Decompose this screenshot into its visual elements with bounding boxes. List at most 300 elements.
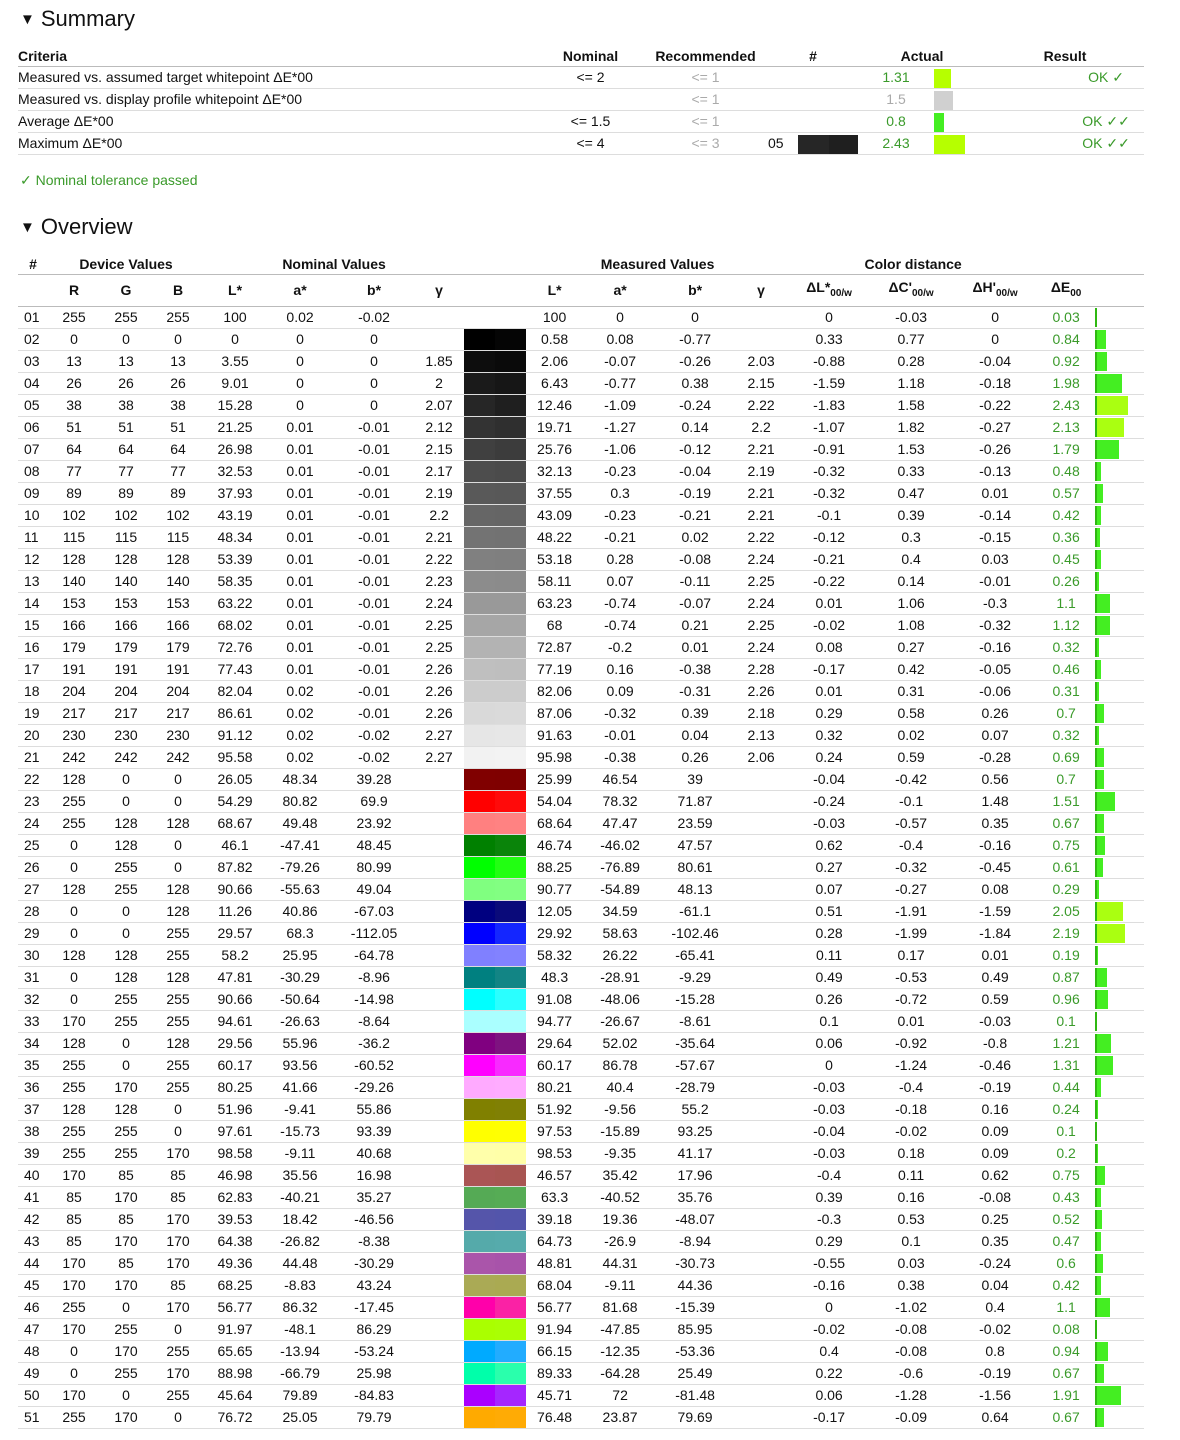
num-cell: 51 <box>18 1406 48 1428</box>
delta-e-bar <box>1095 484 1103 503</box>
nominal-b-cell: -36.2 <box>334 1032 414 1054</box>
measured-b-cell: 39 <box>657 768 733 790</box>
nominal-a-cell: 48.34 <box>266 768 334 790</box>
delta-l-cell: -0.03 <box>789 1076 869 1098</box>
delta-e-bar-cell <box>1095 372 1144 394</box>
nominal-gamma-cell: 2.15 <box>414 438 464 460</box>
measured-b-cell: -9.29 <box>657 966 733 988</box>
nominal-l-cell: 45.64 <box>204 1384 266 1406</box>
measured-l-cell: 91.08 <box>526 988 583 1010</box>
nominal-b-cell: 35.27 <box>334 1186 414 1208</box>
measured-swatch <box>495 1231 526 1252</box>
num-cell: 35 <box>18 1054 48 1076</box>
color-swatch <box>464 460 526 482</box>
num-cell: 16 <box>18 636 48 658</box>
r-cell: 170 <box>48 1252 100 1274</box>
nominal-swatch <box>464 1363 495 1384</box>
g-header: G <box>100 275 152 307</box>
measured-gamma-cell: 2.25 <box>733 614 789 636</box>
measured-a-cell: 35.42 <box>583 1164 657 1186</box>
num-cell: 05 <box>768 133 858 155</box>
g-cell: 0 <box>100 790 152 812</box>
nominal-b-cell: -8.64 <box>334 1010 414 1032</box>
r-cell: 77 <box>48 460 100 482</box>
delta-c-cell: 0.16 <box>869 1186 953 1208</box>
measured-swatch <box>495 549 526 570</box>
measured-swatch <box>495 1187 526 1208</box>
g-cell: 140 <box>100 570 152 592</box>
measured-gamma-cell: 2.25 <box>733 570 789 592</box>
measured-swatch <box>495 879 526 900</box>
delta-e-bar <box>1095 1254 1103 1273</box>
g-cell: 0 <box>100 328 152 350</box>
r-cell: 128 <box>48 1098 100 1120</box>
nominal-b-cell: -14.98 <box>334 988 414 1010</box>
delta-e-bar-cell <box>1095 592 1144 614</box>
b-cell: 140 <box>152 570 204 592</box>
delta-c-cell: 0.53 <box>869 1208 953 1230</box>
nominal-b-cell: 49.04 <box>334 878 414 900</box>
b-cell: 13 <box>152 350 204 372</box>
nominal-b-cell: -0.01 <box>334 438 414 460</box>
r-cell: 255 <box>48 1054 100 1076</box>
delta-c-cell: 0.42 <box>869 658 953 680</box>
measured-swatch <box>495 637 526 658</box>
actual-bar <box>934 91 953 110</box>
num-cell: 09 <box>18 482 48 504</box>
nominal-b-cell: 86.29 <box>334 1318 414 1340</box>
delta-c-cell: 0.17 <box>869 944 953 966</box>
measured-gamma-cell <box>733 1406 789 1428</box>
nominal-b-cell: -0.01 <box>334 680 414 702</box>
delta-h-cell: -0.22 <box>953 394 1037 416</box>
overview-row <box>18 922 1144 944</box>
measured-gamma-cell: 2.03 <box>733 350 789 372</box>
num-cell: 45 <box>18 1274 48 1296</box>
r-cell: 0 <box>48 922 100 944</box>
color-swatch <box>464 1296 526 1318</box>
overview-row <box>18 1384 1144 1406</box>
nominal-swatch <box>464 1407 495 1428</box>
delta-e-cell: 0.61 <box>1037 856 1095 878</box>
summary-row <box>18 67 1144 89</box>
measured-a-cell: 52.02 <box>583 1032 657 1054</box>
overview-row <box>18 746 1144 768</box>
measured-gamma-cell <box>733 1252 789 1274</box>
b-cell: 0 <box>152 1318 204 1340</box>
nominal-l-cell: 97.61 <box>204 1120 266 1142</box>
color-swatch <box>464 790 526 812</box>
delta-e-cell: 0.42 <box>1037 1274 1095 1296</box>
num-cell: 33 <box>18 1010 48 1032</box>
color-swatch <box>464 856 526 878</box>
overview-row <box>18 834 1144 856</box>
delta-h-cell: -0.19 <box>953 1362 1037 1384</box>
measured-a-cell: 81.68 <box>583 1296 657 1318</box>
measured-a-cell: -9.56 <box>583 1098 657 1120</box>
b-cell: 0 <box>152 856 204 878</box>
nominal-swatch <box>464 1209 495 1230</box>
b-cell: 255 <box>152 922 204 944</box>
nominal-gamma-cell <box>414 328 464 350</box>
b-cell: 191 <box>152 658 204 680</box>
measured-a-cell: -0.21 <box>583 526 657 548</box>
nominal-swatch <box>464 945 495 966</box>
delta-e-bar-cell <box>1095 1274 1144 1296</box>
g-cell: 0 <box>100 922 152 944</box>
delta-c-cell: 1.18 <box>869 372 953 394</box>
overview-row <box>18 636 1144 658</box>
measured-gamma-cell <box>733 1296 789 1318</box>
delta-e-cell: 0.24 <box>1037 1098 1095 1120</box>
nominal-values-header: Nominal Values <box>204 254 464 275</box>
r-cell: 255 <box>48 1296 100 1318</box>
delta-e-cell: 0.96 <box>1037 988 1095 1010</box>
measured-gamma-cell <box>733 1362 789 1384</box>
nominal-a-cell: -79.26 <box>266 856 334 878</box>
delta-e-bar-cell <box>1095 702 1144 724</box>
delta-e-bar <box>1095 1034 1111 1053</box>
g-cell: 204 <box>100 680 152 702</box>
delta-c-cell: -0.1 <box>869 790 953 812</box>
delta-l-header: $\Delta L*_{00/w}$ <box>789 275 869 307</box>
nominal-a-cell: 0.02 <box>266 702 334 724</box>
num-cell: 47 <box>18 1318 48 1340</box>
delta-e-bar <box>1095 550 1101 569</box>
b-cell: 102 <box>152 504 204 526</box>
num-cell: 10 <box>18 504 48 526</box>
delta-e-bar <box>1095 902 1123 921</box>
measured-gamma-cell <box>733 812 789 834</box>
nominal-gamma-cell <box>414 1010 464 1032</box>
measured-l-header: L* <box>526 275 583 307</box>
overview-row <box>18 1164 1144 1186</box>
delta-e-bar-cell <box>1095 1252 1144 1274</box>
delta-l-cell: -0.16 <box>789 1274 869 1296</box>
color-swatch <box>464 416 526 438</box>
nominal-a-cell: 44.48 <box>266 1252 334 1274</box>
overview-row <box>18 856 1144 878</box>
overview-row <box>18 944 1144 966</box>
delta-e-cell: 1.51 <box>1037 790 1095 812</box>
delta-l-cell: -0.21 <box>789 548 869 570</box>
measured-b-cell: 0.01 <box>657 636 733 658</box>
measured-l-cell: 37.55 <box>526 482 583 504</box>
g-cell: 85 <box>100 1252 152 1274</box>
r-cell: 170 <box>48 1384 100 1406</box>
nominal-swatch <box>464 461 495 482</box>
measured-swatch <box>495 857 526 878</box>
actual-bar <box>934 135 965 154</box>
r-cell: 64 <box>48 438 100 460</box>
collapse-triangle-icon[interactable]: ▼ <box>20 10 35 28</box>
nominal-b-cell: -0.01 <box>334 482 414 504</box>
delta-c-cell: 1.53 <box>869 438 953 460</box>
measured-a-cell: -0.74 <box>583 614 657 636</box>
color-swatch <box>464 900 526 922</box>
nominal-l-cell: 77.43 <box>204 658 266 680</box>
nominal-b-cell: -0.02 <box>334 746 414 768</box>
measured-gamma-cell <box>733 922 789 944</box>
overview-row <box>18 1098 1144 1120</box>
r-cell: 0 <box>48 328 100 350</box>
measured-gamma-cell <box>733 1120 789 1142</box>
delta-e-bar <box>1095 1386 1121 1405</box>
nominal-b-cell: -46.56 <box>334 1208 414 1230</box>
nominal-gamma-cell: 2.22 <box>414 548 464 570</box>
measured-a-cell: -0.32 <box>583 702 657 724</box>
delta-e-bar-cell <box>1095 614 1144 636</box>
nominal-a-cell: 40.86 <box>266 900 334 922</box>
delta-e-cell: 0.75 <box>1037 1164 1095 1186</box>
measured-a-cell: 26.22 <box>583 944 657 966</box>
delta-e-bar-cell <box>1095 1406 1144 1428</box>
delta-c-cell: -1.28 <box>869 1384 953 1406</box>
tolerance-passed-message: ✓ Nominal tolerance passed <box>20 172 198 188</box>
recommended-cell: <= 1 <box>643 111 768 133</box>
measured-gamma-cell <box>733 944 789 966</box>
r-cell: 255 <box>48 790 100 812</box>
nominal-b-cell: -60.52 <box>334 1054 414 1076</box>
measured-b-cell: -15.28 <box>657 988 733 1010</box>
num-cell: 32 <box>18 988 48 1010</box>
nominal-b-cell: -8.96 <box>334 966 414 988</box>
delta-h-cell: 0.56 <box>953 768 1037 790</box>
measured-l-cell: 60.17 <box>526 1054 583 1076</box>
nominal-a-cell: 0.02 <box>266 746 334 768</box>
delta-e-cell: 1.98 <box>1037 372 1095 394</box>
g-cell: 153 <box>100 592 152 614</box>
nominal-l-cell: 26.98 <box>204 438 266 460</box>
delta-e-cell: 0.1 <box>1037 1010 1095 1032</box>
measured-l-cell: 39.18 <box>526 1208 583 1230</box>
overview-row <box>18 1274 1144 1296</box>
overview-row <box>18 900 1144 922</box>
overview-row <box>18 526 1144 548</box>
delta-c-cell: 0.27 <box>869 636 953 658</box>
nominal-b-cell: -67.03 <box>334 900 414 922</box>
delta-e-bar-cell <box>1095 1296 1144 1318</box>
delta-c-cell: 0.38 <box>869 1274 953 1296</box>
g-cell: 128 <box>100 548 152 570</box>
nominal-l-cell: 37.93 <box>204 482 266 504</box>
actual-cell: 0.8 <box>858 111 934 133</box>
nominal-l-cell: 68.02 <box>204 614 266 636</box>
delta-c-cell: 1.82 <box>869 416 953 438</box>
actual-header: Actual <box>858 46 986 67</box>
nominal-gamma-cell <box>414 834 464 856</box>
overview-row <box>18 988 1144 1010</box>
delta-h-cell: 0.4 <box>953 1296 1037 1318</box>
nominal-swatch <box>464 593 495 614</box>
delta-e-cell: 2.05 <box>1037 900 1095 922</box>
num-cell: 46 <box>18 1296 48 1318</box>
measured-gamma-cell <box>733 1230 789 1252</box>
nominal-gamma-cell: 2.07 <box>414 394 464 416</box>
measured-gamma-cell: 2.26 <box>733 680 789 702</box>
num-cell: 44 <box>18 1252 48 1274</box>
nominal-swatch <box>464 1055 495 1076</box>
delta-e-cell: 0.67 <box>1037 812 1095 834</box>
delta-h-cell: -0.8 <box>953 1032 1037 1054</box>
measured-l-cell: 46.74 <box>526 834 583 856</box>
nominal-swatch <box>464 527 495 548</box>
nominal-b-cell: 0 <box>334 372 414 394</box>
delta-e-bar <box>1095 462 1101 481</box>
color-swatch <box>464 1362 526 1384</box>
b-cell: 166 <box>152 614 204 636</box>
nominal-swatch <box>464 1121 495 1142</box>
measured-swatch <box>495 1121 526 1142</box>
measured-l-cell: 82.06 <box>526 680 583 702</box>
b-cell: 255 <box>152 1076 204 1098</box>
measured-swatch <box>495 945 526 966</box>
b-cell: 85 <box>152 1186 204 1208</box>
nominal-a-cell: -40.21 <box>266 1186 334 1208</box>
measured-l-cell: 68 <box>526 614 583 636</box>
delta-l-cell: 0 <box>789 1054 869 1076</box>
r-cell: 255 <box>48 1120 100 1142</box>
measured-b-cell: 55.2 <box>657 1098 733 1120</box>
nominal-a-cell: 0.02 <box>266 724 334 746</box>
b-cell: 0 <box>152 790 204 812</box>
nominal-gamma-cell <box>414 1406 464 1428</box>
color-swatch <box>464 878 526 900</box>
summary-heading[interactable] <box>20 6 135 32</box>
g-cell: 85 <box>100 1164 152 1186</box>
delta-e-cell: 0.08 <box>1037 1318 1095 1340</box>
measured-gamma-cell <box>733 966 789 988</box>
nominal-gamma-cell <box>414 922 464 944</box>
actual-bar-cell <box>934 67 986 89</box>
nominal-l-cell: 63.22 <box>204 592 266 614</box>
delta-h-cell: 0.64 <box>953 1406 1037 1428</box>
delta-l-cell: -0.91 <box>789 438 869 460</box>
color-swatch <box>464 1252 526 1274</box>
delta-e-cell: 0.36 <box>1037 526 1095 548</box>
g-cell: 0 <box>100 900 152 922</box>
nominal-l-cell: 58.35 <box>204 570 266 592</box>
nominal-b-cell: 43.24 <box>334 1274 414 1296</box>
nominal-b-cell: 55.86 <box>334 1098 414 1120</box>
collapse-triangle-icon[interactable]: ▼ <box>20 218 35 236</box>
delta-h-header: $\Delta H'_{00/w}$ <box>953 275 1037 307</box>
nominal-gamma-cell <box>414 966 464 988</box>
nominal-a-cell: -26.63 <box>266 1010 334 1032</box>
color-swatch <box>464 1406 526 1428</box>
result-header: Result <box>986 46 1144 67</box>
nominal-a-cell: -9.11 <box>266 1142 334 1164</box>
nominal-l-cell: 29.56 <box>204 1032 266 1054</box>
nominal-b-cell: 48.45 <box>334 834 414 856</box>
r-cell: 102 <box>48 504 100 526</box>
nominal-b-cell: -0.01 <box>334 636 414 658</box>
delta-e-bar-cell <box>1095 724 1144 746</box>
nominal-l-cell: 72.76 <box>204 636 266 658</box>
nominal-gamma-cell: 2.21 <box>414 526 464 548</box>
num-cell: 25 <box>18 834 48 856</box>
measured-gamma-cell <box>733 1340 789 1362</box>
measured-a-cell: 0.07 <box>583 570 657 592</box>
delta-l-cell: 0 <box>789 1296 869 1318</box>
g-cell: 170 <box>100 1406 152 1428</box>
g-cell: 230 <box>100 724 152 746</box>
measured-swatch <box>495 461 526 482</box>
delta-e-bar-cell <box>1095 548 1144 570</box>
color-swatch <box>464 1318 526 1340</box>
num-cell: 04 <box>18 372 48 394</box>
delta-c-cell: 0.02 <box>869 724 953 746</box>
criteria-cell: Measured vs. display profile whitepoint ΔE*00 <box>18 89 538 111</box>
delta-e-bar <box>1095 704 1104 723</box>
overview-table <box>18 254 1144 1429</box>
delta-c-cell: 0.33 <box>869 460 953 482</box>
summary-title: Summary <box>40 6 135 31</box>
g-cell: 102 <box>100 504 152 526</box>
measured-b-cell: 47.57 <box>657 834 733 856</box>
criteria-cell: Maximum ΔE*00 <box>18 133 538 155</box>
result-cell: OK ✓ <box>1068 67 1144 89</box>
measured-gamma-cell <box>733 1010 789 1032</box>
delta-c-cell: 0.14 <box>869 570 953 592</box>
overview-row <box>18 1142 1144 1164</box>
delta-l-cell: -0.32 <box>789 482 869 504</box>
delta-h-cell: 0.03 <box>953 548 1037 570</box>
delta-e-bar-cell <box>1095 680 1144 702</box>
delta-c-cell: 0.4 <box>869 548 953 570</box>
nominal-a-cell: 25.05 <box>266 1406 334 1428</box>
delta-h-cell: 0.62 <box>953 1164 1037 1186</box>
color-swatch <box>464 966 526 988</box>
delta-e-cell: 1.12 <box>1037 614 1095 636</box>
measured-l-cell: 68.64 <box>526 812 583 834</box>
num-cell: 07 <box>18 438 48 460</box>
nominal-swatch <box>464 659 495 680</box>
measured-b-cell: -0.08 <box>657 548 733 570</box>
delta-e-cell: 0.7 <box>1037 702 1095 724</box>
nominal-a-cell: -55.63 <box>266 878 334 900</box>
g-cell: 0 <box>100 1296 152 1318</box>
measured-swatch <box>495 681 526 702</box>
delta-e-bar-cell <box>1095 878 1144 900</box>
delta-c-cell: 0.11 <box>869 1164 953 1186</box>
delta-e-bar <box>1095 1166 1105 1185</box>
nominal-l-cell: 9.01 <box>204 372 266 394</box>
color-swatch <box>464 988 526 1010</box>
measured-gamma-cell: 2.21 <box>733 482 789 504</box>
measured-a-cell: -0.2 <box>583 636 657 658</box>
b-cell: 230 <box>152 724 204 746</box>
nominal-l-cell: 48.34 <box>204 526 266 548</box>
nominal-l-cell: 94.61 <box>204 1010 266 1032</box>
delta-e-bar-cell <box>1095 328 1144 350</box>
measured-swatch <box>495 1077 526 1098</box>
measured-a-cell: 0.28 <box>583 548 657 570</box>
num-cell: 31 <box>18 966 48 988</box>
delta-h-cell: -0.03 <box>953 1010 1037 1032</box>
delta-h-cell: -0.19 <box>953 1076 1037 1098</box>
r-cell: 170 <box>48 1318 100 1340</box>
delta-e-bar-cell <box>1095 438 1144 460</box>
num-cell: 26 <box>18 856 48 878</box>
overview-row <box>18 570 1144 592</box>
nominal-a-cell: 0.01 <box>266 416 334 438</box>
nominal-gamma-cell <box>414 856 464 878</box>
delta-c-cell: 0.47 <box>869 482 953 504</box>
overview-heading[interactable] <box>20 214 133 240</box>
delta-l-cell: 0.26 <box>789 988 869 1010</box>
color-swatch <box>464 834 526 856</box>
